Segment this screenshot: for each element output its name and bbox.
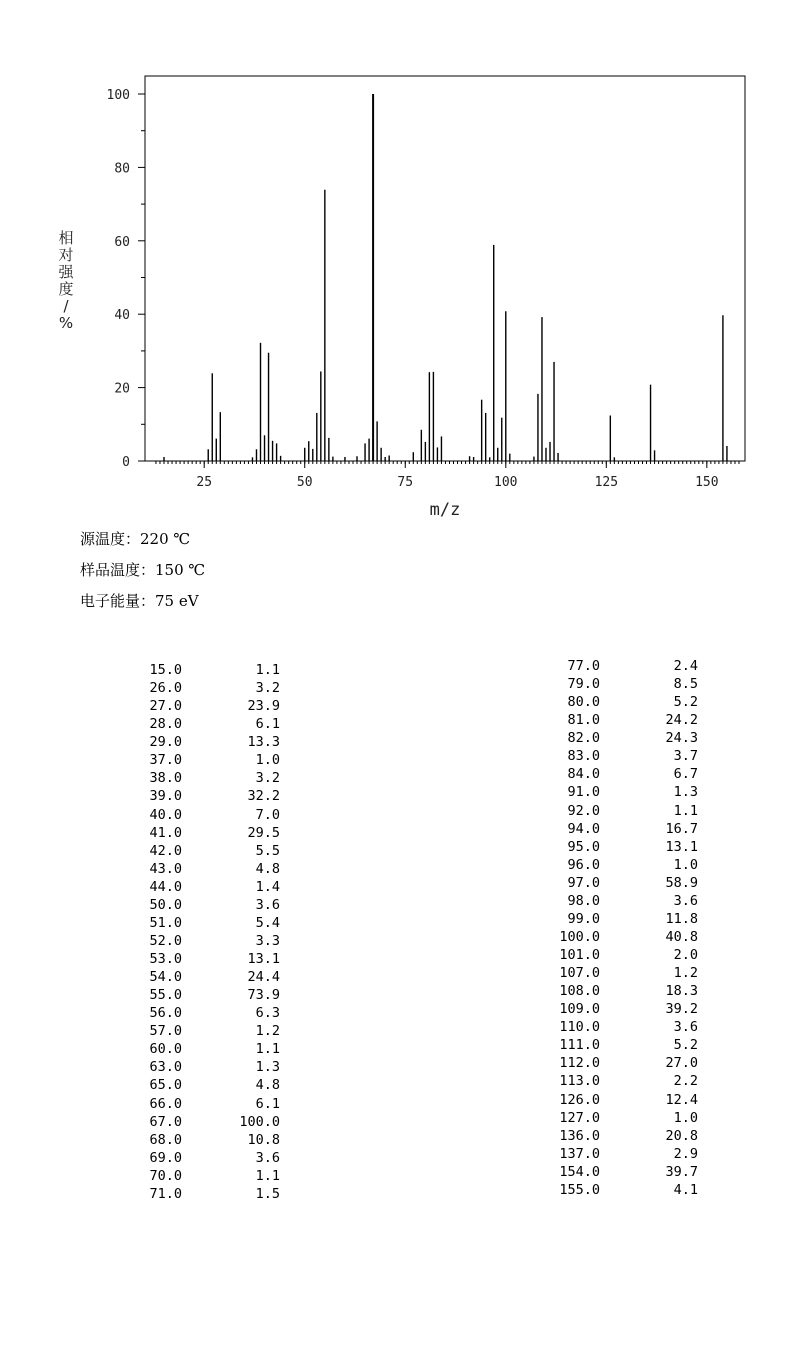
peak-row [520,964,698,982]
peak-mz: 63.0 [149,1059,182,1076]
peak-row [520,711,698,729]
peak-abundance: 5.2 [673,694,698,711]
peak-mz: 60.0 [149,1041,182,1058]
y-axis-label-char: 对 [58,246,74,264]
peak-row [100,1076,280,1094]
peak-mz: 50.0 [149,896,182,913]
peak-row [520,1054,698,1072]
peak-abundance: 5.5 [255,842,280,859]
peak-row [100,661,280,679]
peak-abundance: 24.4 [247,969,280,986]
peak-mz: 81.0 [567,712,600,729]
peak-abundance: 1.0 [255,752,280,769]
peak-row [100,1022,280,1040]
peak-mz: 84.0 [567,766,600,783]
peak-mz: 70.0 [149,1167,182,1184]
peak-row [100,806,280,824]
peak-row [100,932,280,950]
peak-row [520,657,698,675]
peak-table-left [100,661,280,1203]
peak-row [100,914,280,932]
peak-row [520,1000,698,1018]
peak-abundance: 1.1 [255,1167,280,1184]
x-major-ticks [196,461,718,490]
peak-mz: 91.0 [567,784,600,801]
peak-row [100,751,280,769]
peak-abundance: 13.1 [665,838,698,855]
peak-abundance: 1.3 [255,1059,280,1076]
peak-mz: 136.0 [559,1127,600,1144]
peak-abundance: 6.1 [255,716,280,733]
peak-mz: 107.0 [559,965,600,982]
sample-temperature: 样品温度：150 ℃ [80,561,206,579]
peak-row [100,968,280,986]
peak-abundance: 100.0 [239,1113,280,1130]
peak-abundance: 1.2 [255,1023,280,1040]
peak-mz: 26.0 [149,680,182,697]
peak-row [100,679,280,697]
peak-abundance: 1.0 [673,856,698,873]
peak-mz: 100.0 [559,928,600,945]
peak-abundance: 1.4 [255,878,280,895]
peak-row [100,1185,280,1203]
peak-abundance: 4.8 [255,1077,280,1094]
peak-abundance: 1.3 [673,784,698,801]
peak-mz: 39.0 [149,788,182,805]
peak-mz: 108.0 [559,983,600,1000]
peak-mz: 71.0 [149,1185,182,1202]
peak-row [100,1095,280,1113]
plot-frame [145,76,745,461]
peak-row [100,842,280,860]
peak-mz: 67.0 [149,1113,182,1130]
peak-row [520,1109,698,1127]
y-tick-label: 40 [114,308,130,324]
y-tick-label: 60 [114,234,130,250]
peak-mz: 155.0 [559,1181,600,1198]
peak-abundance: 58.9 [665,874,698,891]
y-axis-label-char: 强 [58,263,74,281]
peak-abundance: 4.8 [255,860,280,877]
peak-mz: 53.0 [149,951,182,967]
peak-mz: 83.0 [567,748,600,765]
peak-abundance: 3.2 [255,680,280,697]
x-tick-label: 75 [397,475,414,490]
peak-row [100,1149,280,1167]
peak-mz: 51.0 [149,914,182,931]
peak-mz: 95.0 [567,838,600,855]
peak-row [520,693,698,711]
peak-abundance: 13.3 [247,734,280,751]
peak-abundance: 6.1 [255,1095,280,1112]
peak-abundance: 10.8 [247,1131,280,1148]
peak-abundance: 24.3 [665,730,698,747]
peak-abundance: 1.1 [255,1041,280,1058]
peak-abundance: 2.9 [673,1145,698,1162]
peak-row [520,1072,698,1090]
spectrum-peaks [164,94,727,461]
y-axis-label [54,230,78,332]
peak-mz: 55.0 [149,987,182,1004]
peak-abundance: 1.5 [255,1185,280,1202]
peak-mz: 79.0 [567,676,600,693]
peak-row [520,946,698,964]
x-tick-label: 125 [594,475,619,490]
peak-abundance: 13.1 [247,951,280,967]
mass-spectrum-chart [0,0,794,525]
peak-abundance: 12.4 [665,1091,698,1108]
peak-abundance: 24.2 [665,712,698,729]
peak-row [520,1181,698,1199]
peak-abundance: 23.9 [247,698,280,715]
peak-abundance: 2.0 [673,947,698,963]
peak-abundance: 1.1 [673,802,698,819]
peak-mz: 126.0 [559,1091,600,1108]
peak-row [520,892,698,910]
peak-row [520,729,698,747]
y-tick-label: 80 [114,161,130,177]
peak-row [100,824,280,842]
peak-row [520,1163,698,1181]
peak-row [520,1018,698,1036]
peak-row [100,1167,280,1185]
peak-abundance: 5.4 [255,914,280,931]
peak-mz: 112.0 [559,1055,600,1072]
peak-mz: 127.0 [559,1109,600,1126]
peak-abundance: 6.7 [673,766,698,783]
y-axis-label-char: 相 [58,229,74,247]
peak-row [520,1091,698,1109]
y-axis-label-char: / [63,297,69,315]
peak-row [520,838,698,856]
peak-mz: 15.0 [149,662,182,678]
peak-row [100,697,280,715]
peak-row [100,860,280,878]
peak-row [100,769,280,787]
peak-mz: 68.0 [149,1131,182,1148]
peak-mz: 99.0 [567,910,600,927]
peak-row [100,1058,280,1076]
peak-abundance: 5.2 [673,1037,698,1054]
peak-row [520,802,698,820]
acquisition-conditions [80,524,205,617]
peak-mz: 28.0 [149,716,182,733]
source-temperature: 源温度：220 ℃ [80,530,191,548]
peak-abundance: 1.1 [255,662,280,678]
peak-row [100,1131,280,1149]
x-tick-label: 100 [494,475,518,490]
peak-abundance: 1.2 [673,965,698,982]
peak-abundance: 16.7 [665,820,698,837]
x-axis-label: m/z [429,500,461,520]
peak-mz: 42.0 [149,842,182,859]
peak-row [520,1145,698,1163]
peak-mz: 29.0 [149,734,182,751]
peak-mz: 56.0 [149,1005,182,1022]
peak-mz: 82.0 [567,730,600,747]
peak-mz: 111.0 [559,1037,600,1054]
peak-row [520,856,698,874]
x-tick-label: 50 [296,475,313,490]
peak-row [100,1040,280,1058]
peak-mz: 98.0 [567,892,600,909]
y-tick-label: 0 [122,455,130,470]
peak-abundance: 3.3 [255,932,280,949]
peak-abundance: 6.3 [255,1005,280,1022]
peak-abundance: 4.1 [673,1181,698,1198]
y-tick-label: 100 [106,88,130,103]
peak-mz: 154.0 [559,1163,600,1180]
peak-mz: 69.0 [149,1149,182,1166]
peak-table-right [520,657,698,1199]
peak-row [520,982,698,1000]
peak-abundance: 39.7 [665,1163,698,1180]
peak-mz: 40.0 [149,806,182,823]
peak-row [520,820,698,838]
peak-mz: 110.0 [559,1019,600,1036]
electron-energy: 电子能量：75 eV [80,592,199,610]
peak-mz: 41.0 [149,824,182,841]
peak-abundance: 39.2 [665,1001,698,1018]
peak-mz: 57.0 [149,1023,182,1040]
peak-row [100,1113,280,1131]
peak-mz: 113.0 [559,1073,600,1090]
peak-mz: 44.0 [149,878,182,895]
peak-row [520,765,698,783]
peak-row [520,747,698,765]
peak-mz: 96.0 [567,856,600,873]
peak-abundance: 73.9 [247,987,280,1004]
peak-abundance: 3.6 [673,892,698,909]
peak-row [100,733,280,751]
peak-mz: 65.0 [149,1077,182,1094]
x-tick-label: 150 [695,475,719,490]
y-axis-label-char: % [58,314,74,332]
peak-abundance: 3.6 [255,896,280,913]
peak-abundance: 7.0 [255,806,280,823]
peak-mz: 66.0 [149,1095,182,1112]
peak-mz: 43.0 [149,860,182,877]
peak-row [100,986,280,1004]
peak-mz: 92.0 [567,802,600,819]
peak-row [100,878,280,896]
peak-abundance: 20.8 [665,1127,698,1144]
peak-abundance: 29.5 [247,824,280,841]
peak-row [520,1036,698,1054]
peak-mz: 137.0 [559,1145,600,1162]
peak-row [520,675,698,693]
peak-abundance: 3.2 [255,770,280,787]
peak-abundance: 3.6 [255,1149,280,1166]
y-axis-label-char: 度 [58,280,74,298]
peak-mz: 77.0 [567,658,600,674]
peak-mz: 38.0 [149,770,182,787]
peak-row [520,928,698,946]
peak-row [100,1004,280,1022]
peak-abundance: 2.2 [673,1073,698,1090]
peak-abundance: 3.7 [673,748,698,765]
y-tick-label: 20 [114,381,130,397]
peak-mz: 80.0 [567,694,600,711]
peak-mz: 109.0 [559,1001,600,1018]
peak-abundance: 40.8 [665,928,698,945]
peak-abundance: 11.8 [665,910,698,927]
peak-row [520,910,698,928]
x-tick-label: 25 [196,475,213,490]
peak-abundance: 1.0 [673,1109,698,1126]
peak-mz: 94.0 [567,820,600,837]
peak-mz: 37.0 [149,752,182,769]
peak-row [100,787,280,805]
peak-row [100,715,280,733]
peak-row [520,874,698,892]
peak-mz: 54.0 [149,969,182,986]
peak-mz: 52.0 [149,932,182,949]
peak-abundance: 18.3 [665,983,698,1000]
peak-abundance: 2.4 [673,658,698,674]
peak-mz: 97.0 [567,874,600,891]
peak-abundance: 32.2 [247,788,280,805]
peak-abundance: 27.0 [665,1055,698,1072]
peak-row [100,896,280,914]
peak-mz: 27.0 [149,698,182,715]
peak-row [520,783,698,801]
peak-mz: 101.0 [559,947,600,963]
y-ticks [107,88,145,470]
peak-abundance: 8.5 [673,676,698,693]
peak-row [100,950,280,968]
peak-abundance: 3.6 [673,1019,698,1036]
peak-row [520,1127,698,1145]
